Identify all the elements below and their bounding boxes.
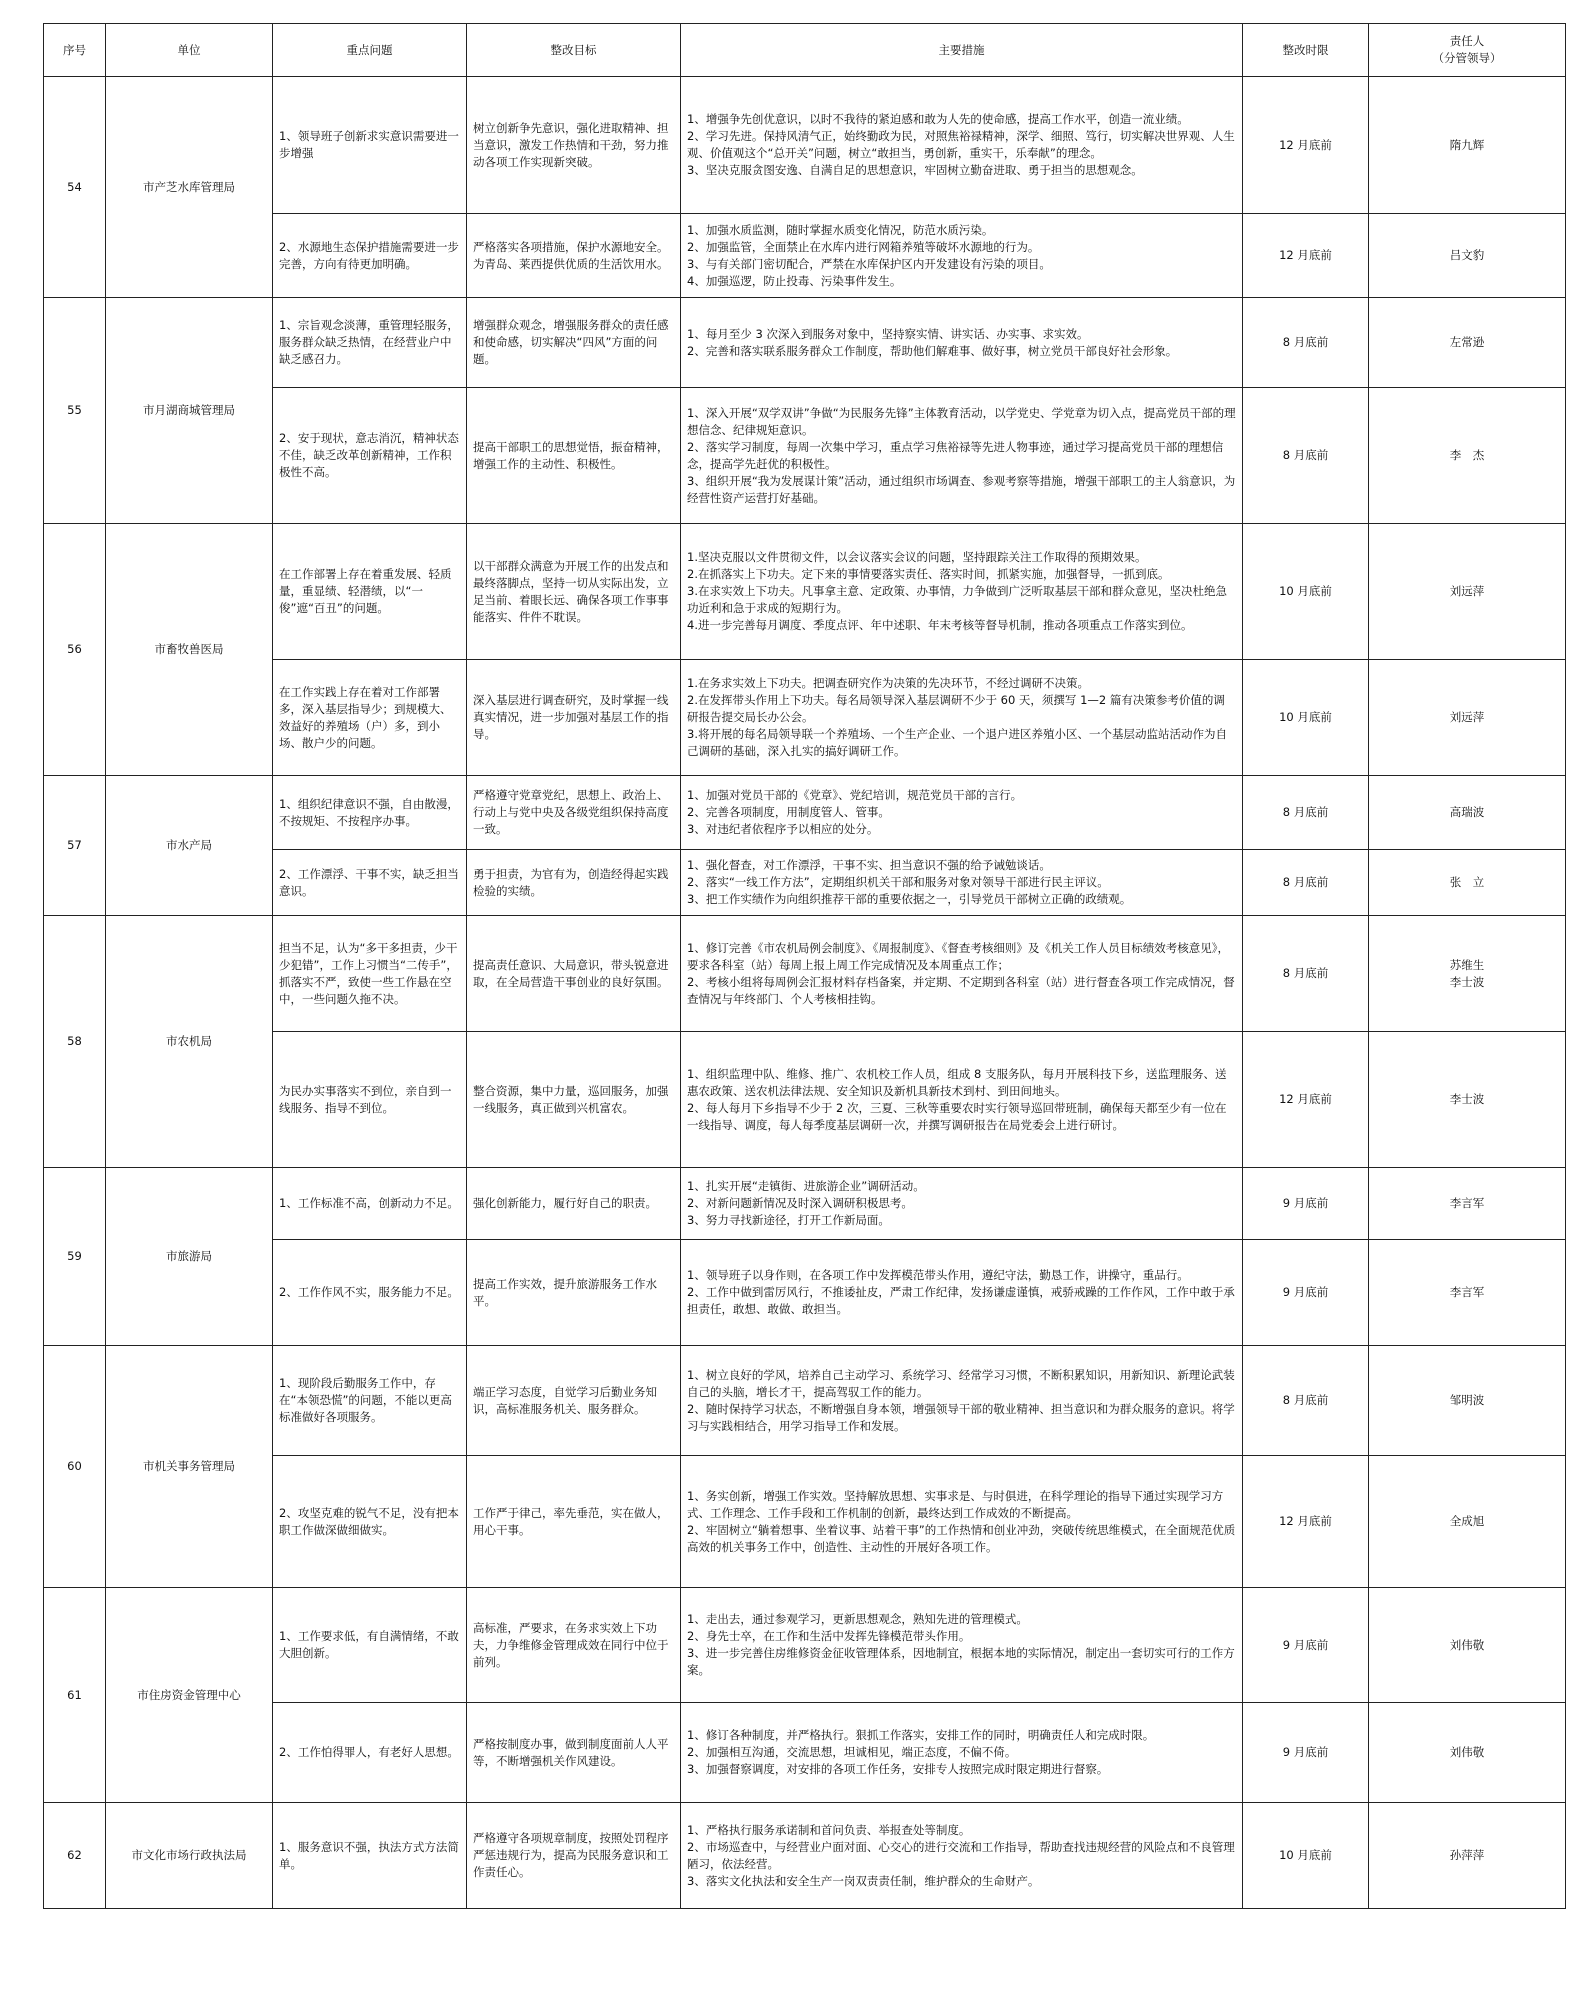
measure-item: 4.进一步完善每月调度、季度点评、年中述职、年末考核等督导机制，推动各项重点工作落实到位。 [687, 618, 1193, 632]
deadline-cell: 8 月底前 [1243, 776, 1369, 850]
measure-item: 3、把工作实绩作为向组织推荐干部的重要依据之一，引导党员干部树立正确的政绩观。 [687, 892, 1132, 906]
measures-cell [681, 1032, 1243, 1168]
measure-item: 2、工作中做到雷厉风行，不推诿扯皮，严肃工作纪律，发扬谦虚谨慎，戒骄戒躁的工作作风，工作中敢于承担责任，敢想、敢做、敢担当。 [687, 1285, 1235, 1316]
issue-cell: 1、工作标准不高，创新动力不足。 [273, 1168, 467, 1240]
issue-cell: 1、组织纪律意识不强，自由散漫，不按规矩、不按程序办事。 [273, 776, 467, 850]
table-row [44, 388, 1566, 524]
deadline-cell: 8 月底前 [1243, 388, 1369, 524]
issue-cell: 2、工作作风不实，服务能力不足。 [273, 1240, 467, 1346]
goal-cell: 端正学习态度，自觉学习后勤业务知识，高标准服务机关、服务群众。 [467, 1346, 681, 1456]
header-no: 序号 [44, 24, 106, 77]
table-row [44, 1240, 1566, 1346]
goal-cell: 严格落实各项措施，保护水源地安全。为青岛、莱西提供优质的生活饮用水。 [467, 214, 681, 298]
measure-item: 2.在发挥带头作用上下功夫。每名局领导深入基层调研不少于 60 天，须撰写 1—2 篇有决策参考价值的调研报告提交局长办公会。 [687, 693, 1225, 724]
unit-name: 市文化市场行政执法局 [106, 1803, 273, 1909]
goal-cell: 严格遵守党章党纪，思想上、政治上、行动上与党中央及各级党组织保持高度一致。 [467, 776, 681, 850]
deadline-cell: 12 月底前 [1243, 214, 1369, 298]
unit-name: 市水产局 [106, 776, 273, 916]
measure-item: 2、加强监管，全面禁止在水库内进行网箱养殖等破坏水源地的行为。 [687, 239, 1040, 254]
goal-cell: 提高责任意识、大局意识，带头锐意进取，在全局营造干事创业的良好氛围。 [467, 916, 681, 1032]
header-unit: 单位 [106, 24, 273, 77]
measures-cell [681, 1346, 1243, 1456]
unit-number: 54 [44, 77, 106, 298]
leader-name: 孙萍萍 [1449, 1848, 1485, 1862]
goal-cell: 树立创新争先意识，强化进取精神、担当意识，激发工作热情和干劲，努力推动各项工作实现新突破。 [467, 77, 681, 214]
unit-number: 57 [44, 776, 106, 916]
goal-cell: 提高干部职工的思想觉悟，振奋精神，增强工作的主动性、积极性。 [467, 388, 681, 524]
measure-item: 2、落实“一线工作方法”，定期组织机关干部和服务对象对领导干部进行民主评议。 [687, 875, 1109, 889]
rectification-table [43, 23, 1566, 1909]
header-leader-line1: 责任人 [1449, 34, 1485, 48]
measure-item: 1、组织监理中队、维修、推广、农机校工作人员，组成 8 支服务队，每月开展科技下乡，送监理服务、送惠农政策、送农机法律法规、安全知识及新机具新技术到村、到田间地头。 [687, 1066, 1227, 1098]
measure-item: 2、加强相互沟通，交流思想，坦诚相见，端正态度，不偏不倚。 [687, 1745, 1017, 1759]
leader-name: 全成旭 [1449, 1514, 1485, 1528]
measure-item: 2、考核小组将每周例会汇报材料存档备案，并定期、不定期到各科室（站）进行督查各项工作完成情况，督查情况与年终部门、个人考核相挂钩。 [687, 974, 1235, 1006]
issue-cell: 1、现阶段后勤服务工作中，存在“本领恐慌”的问题，不能以更高标准做好各项服务。 [273, 1346, 467, 1456]
measures-cell [681, 298, 1243, 388]
unit-number: 61 [44, 1588, 106, 1803]
issue-cell: 1、领导班子创新求实意识需要进一步增强 [273, 77, 467, 214]
measure-item: 2、完善各项制度，用制度管人、管事。 [687, 805, 890, 819]
measure-item: 1、加强水质监测，随时掌握水质变化情况，防范水质污染。 [687, 222, 994, 237]
unit-name: 市月湖商城管理局 [106, 298, 273, 524]
issue-cell: 在工作部署上存在着重发展、轻质量，重显绩、轻潜绩，以“一俊”遮“百丑”的问题。 [273, 524, 467, 660]
measures-cell [681, 776, 1243, 850]
header-measures: 主要措施 [681, 24, 1243, 77]
deadline-cell: 8 月底前 [1243, 1346, 1369, 1456]
measure-item: 2、完善和落实联系服务群众工作制度，帮助他们解难事、做好事，树立党员干部良好社会形象。 [687, 343, 1178, 358]
measure-item: 1、修订各种制度，并严格执行。狠抓工作落实，安排工作的同时，明确责任人和完成时限。 [687, 1728, 1155, 1742]
measure-item: 2、落实学习制度，每周一次集中学习，重点学习焦裕禄等先进人物事迹，通过学习提高党员干部的理想信念，提高学先赶优的积极性。 [687, 439, 1224, 471]
measure-item: 3.在求实效上下功夫。凡事拿主意、定政策、办事情，力争做到广泛听取基层干部和群众意见，坚决杜绝急功近利和急于求成的短期行为。 [687, 584, 1227, 615]
leader-name: 刘远萍 [1449, 710, 1485, 724]
deadline-cell: 9 月底前 [1243, 1240, 1369, 1346]
issue-cell: 1、宗旨观念淡薄，重管理轻服务，服务群众缺乏热情，在经营业户中缺乏感召力。 [273, 298, 467, 388]
measure-item: 2、牢固树立“躺着想事、坐着议事、站着干事”的工作热情和创业冲劲，突破传统思维模式，在全面规范优质高效的机关事务工作中，创造性、主动性的开展好各项工作。 [687, 1522, 1236, 1554]
measure-item: 3、坚决克服贪图安逸、自满自足的思想意识，牢固树立勤奋进取、勇于担当的思想观念。 [687, 163, 1143, 177]
unit-name: 市机关事务管理局 [106, 1346, 273, 1588]
measures-cell [681, 1703, 1243, 1803]
measure-item: 2、学习先进。保持风清气正，始终勤政为民，对照焦裕禄精神，深学、细照、笃行，切实解决世界观、人生观、价值观这个“总开关”问题，树立“敢担当，勇创新，重实干，乐奉献”的理念。 [687, 129, 1235, 160]
header-leader [1369, 24, 1566, 77]
deadline-cell: 10 月底前 [1243, 524, 1369, 660]
unit-name: 市畜牧兽医局 [106, 524, 273, 776]
measure-item: 2、每人每月下乡指导不少于 2 次，三夏、三秋等重要农时实行领导巡回带班制，确保每天都至少有一位在一线指导、调度，每人每季度基层调研一次，并撰写调研报告在局党委会上进行研讨。 [687, 1100, 1227, 1132]
measures-cell [681, 1456, 1243, 1588]
leader-cell [1369, 1703, 1566, 1803]
leader-cell [1369, 1168, 1566, 1240]
measure-item: 3、努力寻找新途径，打开工作新局面。 [687, 1213, 890, 1227]
leader-cell [1369, 298, 1566, 388]
goal-cell: 勇于担责，为官有为，创造经得起实践检验的实绩。 [467, 850, 681, 916]
header-issue: 重点问题 [273, 24, 467, 77]
table-row [44, 850, 1566, 916]
measure-item: 1、领导班子以身作则，在各项工作中发挥模范带头作用，遵纪守法，勤恳工作，讲操守，重品行。 [687, 1268, 1189, 1282]
measure-item: 2、市场巡查中，与经营业户面对面、心交心的进行交流和工作指导，帮助查找违规经营的风险点和不良管理陋习，依法经营。 [687, 1839, 1235, 1871]
issue-cell: 在工作实践上存在着对工作部署多，深入基层指导少；到规模大、效益好的养殖场（户）多，到小场、散户少的问题。 [273, 660, 467, 776]
measure-item: 1、走出去，通过参观学习，更新思想观念，熟知先进的管理模式。 [687, 1612, 1028, 1626]
table-row [44, 776, 1566, 850]
leader-name: 高瑞波 [1449, 805, 1485, 819]
deadline-cell: 12 月底前 [1243, 77, 1369, 214]
measure-item: 3、加强督察调度，对安排的各项工作任务，安排专人按照完成时限定期进行督察。 [687, 1762, 1109, 1776]
goal-cell: 提高工作实效，提升旅游服务工作水平。 [467, 1240, 681, 1346]
measure-item: 2、随时保持学习状态，不断增强自身本领，增强领导干部的敬业精神、担当意识和为群众服务的意识。将学习与实践相结合，用学习指导工作和发展。 [687, 1401, 1235, 1433]
leader-name: 左常逊 [1449, 335, 1485, 349]
leader-name: 张 立 [1449, 875, 1485, 889]
leader-cell [1369, 1240, 1566, 1346]
measures-cell [681, 1240, 1243, 1346]
measure-item: 1、加强对党员干部的《党章》、党纪培训，规范党员干部的言行。 [687, 788, 1023, 802]
leader-cell [1369, 660, 1566, 776]
deadline-cell: 9 月底前 [1243, 1168, 1369, 1240]
deadline-cell: 8 月底前 [1243, 850, 1369, 916]
measures-cell [681, 916, 1243, 1032]
leader-cell [1369, 1588, 1566, 1703]
goal-cell: 深入基层进行调查研究，及时掌握一线真实情况，进一步加强对基层工作的指导。 [467, 660, 681, 776]
unit-number: 60 [44, 1346, 106, 1588]
measure-item: 3、与有关部门密切配合，严禁在水库保护区内开发建设有污染的项目。 [687, 256, 1051, 271]
table-row [44, 1803, 1566, 1909]
goal-cell: 增强群众观念，增强服务群众的责任感和使命感，切实解决“四风”方面的问题。 [467, 298, 681, 388]
deadline-cell: 9 月底前 [1243, 1588, 1369, 1703]
leader-name: 刘伟敬 [1449, 1745, 1485, 1759]
issue-cell: 1、工作要求低，有自满情绪，不敢大胆创新。 [273, 1588, 467, 1703]
measure-item: 1.在务求实效上下功夫。把调查研究作为决策的先决环节，不经过调研不决策。 [687, 676, 1089, 690]
measures-cell [681, 77, 1243, 214]
table-row [44, 524, 1566, 660]
deadline-cell: 10 月底前 [1243, 660, 1369, 776]
leader-cell [1369, 388, 1566, 524]
header-deadline: 整改时限 [1243, 24, 1369, 77]
issue-cell: 2、工作漂浮、干事不实，缺乏担当意识。 [273, 850, 467, 916]
table-row [44, 77, 1566, 214]
measure-item: 3、进一步完善住房维修资金征收管理体系，因地制宜，根据本地的实际情况，制定出一套切实可行的工作方案。 [687, 1646, 1235, 1677]
measure-item: 3、对违纪者依程序予以相应的处分。 [687, 822, 879, 836]
unit-name: 市农机局 [106, 916, 273, 1168]
leader-name: 李士波 [1449, 974, 1485, 989]
measure-item: 3、落实文化执法和安全生产一岗双责责任制，维护群众的生命财产。 [687, 1873, 1040, 1888]
measure-item: 1、扎实开展“走镇街、进旅游企业”调研活动。 [687, 1179, 925, 1193]
table-row [44, 1032, 1566, 1168]
issue-cell: 2、水源地生态保护措施需要进一步完善，方向有待更加明确。 [273, 214, 467, 298]
leader-cell [1369, 77, 1566, 214]
deadline-cell: 8 月底前 [1243, 298, 1369, 388]
measures-cell [681, 660, 1243, 776]
leader-name: 苏维生 [1449, 957, 1485, 972]
deadline-cell: 12 月底前 [1243, 1456, 1369, 1588]
goal-cell: 强化创新能力，履行好自己的职责。 [467, 1168, 681, 1240]
table-row [44, 1168, 1566, 1240]
leader-name: 李 杰 [1449, 448, 1485, 462]
measure-item: 2、身先士卒，在工作和生活中发挥先锋模范带头作用。 [687, 1629, 971, 1643]
leader-name: 邹明波 [1449, 1393, 1485, 1407]
deadline-cell: 8 月底前 [1243, 916, 1369, 1032]
table-row [44, 916, 1566, 1032]
measure-item: 3.将开展的每名局领导联一个养殖场、一个生产企业、一个退户进区养殖小区、一个基层动监站活动作为自己调研的基础，深入扎实的搞好调研工作。 [687, 727, 1227, 758]
measures-cell [681, 214, 1243, 298]
unit-number: 58 [44, 916, 106, 1168]
table-row [44, 1703, 1566, 1803]
unit-number: 62 [44, 1803, 106, 1909]
measure-item: 1、深入开展“双学双讲”争做“为民服务先锋”主体教育活动，以学党史、学党章为切入点，提高党员干部的理想信念、纪律规矩意识。 [687, 405, 1236, 437]
issue-cell: 担当不足，认为“多干多担责，少干少犯错”，工作上习惯当“二传手”，抓落实不严，致使一些工作悬在空中，一些问题久拖不决。 [273, 916, 467, 1032]
goal-cell: 整合资源，集中力量，巡回服务，加强一线服务，真正做到兴机富农。 [467, 1032, 681, 1168]
leader-cell [1369, 776, 1566, 850]
table-row [44, 298, 1566, 388]
leader-cell [1369, 524, 1566, 660]
issue-cell: 1、服务意识不强，执法方式方法简单。 [273, 1803, 467, 1909]
table-row [44, 214, 1566, 298]
leader-name: 李士波 [1449, 1092, 1485, 1106]
goal-cell: 高标准，严要求，在务求实效上下功夫，力争维修金管理成效在同行中位于前列。 [467, 1588, 681, 1703]
measure-item: 1、增强争先创优意识，以时不我待的紧迫感和敢为人先的使命感，提高工作水平，创造一流业绩。 [687, 112, 1189, 126]
header-goal: 整改目标 [467, 24, 681, 77]
measure-item: 2、对新问题新情况及时深入调研积极思考。 [687, 1196, 913, 1210]
measure-item: 1、务实创新，增强工作实效。坚持解放思想、实事求是、与时俱进，在科学理论的指导下通过实现学习方式、工作理念、工作手段和工作机制的创新，最终达到工作成效的不断提高。 [687, 1488, 1224, 1520]
leader-cell [1369, 1456, 1566, 1588]
measures-cell [681, 850, 1243, 916]
leader-cell [1369, 850, 1566, 916]
leader-name: 隋九辉 [1449, 137, 1485, 152]
measure-item: 1、树立良好的学风，培养自己主动学习、系统学习、经常学习习惯，不断积累知识，用新知识、新理论武装自己的头脑，增长才干，提高驾驭工作的能力。 [687, 1367, 1235, 1399]
header-leader-line2: （分管领导） [1432, 51, 1502, 65]
measure-item: 1、每月至少 3 次深入到服务对象中，坚持察实情、讲实话、办实事、求实效。 [687, 326, 1089, 341]
deadline-cell: 12 月底前 [1243, 1032, 1369, 1168]
unit-number: 59 [44, 1168, 106, 1346]
leader-cell [1369, 916, 1566, 1032]
table-row [44, 660, 1566, 776]
measures-cell [681, 524, 1243, 660]
issue-cell: 为民办实事落实不到位，亲自到一线服务、指导不到位。 [273, 1032, 467, 1168]
table-row [44, 1588, 1566, 1703]
leader-cell [1369, 1803, 1566, 1909]
table-row [44, 1456, 1566, 1588]
measure-item: 4、加强巡逻，防止投毒、污染事件发生。 [687, 273, 902, 288]
goal-cell: 以干部群众满意为开展工作的出发点和最终落脚点，坚持一切从实际出发，立足当前、着眼长远、确保各项工作事事能落实、件件不耽误。 [467, 524, 681, 660]
measure-item: 2.在抓落实上下功夫。定下来的事情要落实责任、落实时间，抓紧实施，加强督导，一抓到底。 [687, 567, 1170, 581]
goal-cell: 严格遵守各项规章制度，按照处罚程序严惩违规行为，提高为民服务意识和工作责任心。 [467, 1803, 681, 1909]
deadline-cell: 10 月底前 [1243, 1803, 1369, 1909]
measures-cell [681, 388, 1243, 524]
goal-cell: 工作严于律己，率先垂范，实在做人，用心干事。 [467, 1456, 681, 1588]
unit-number: 55 [44, 298, 106, 524]
leader-cell [1369, 214, 1566, 298]
leader-name: 刘远萍 [1449, 584, 1485, 598]
deadline-cell: 9 月底前 [1243, 1703, 1369, 1803]
header-row [44, 24, 1566, 77]
measure-item: 3、组织开展“我为发展谋计策”活动，通过组织市场调查、参观考察等措施，增强干部职工的主人翁意识，为经营性资产运营打好基础。 [687, 473, 1236, 505]
measure-item: 1、强化督查，对工作漂浮，干事不实、担当意识不强的给予诫勉谈话。 [687, 858, 1051, 872]
measures-cell [681, 1588, 1243, 1703]
measures-cell [681, 1803, 1243, 1909]
measure-item: 1、严格执行服务承诺制和首问负责、举报查处等制度。 [687, 1822, 971, 1837]
measure-item: 1、修订完善《市农机局例会制度》、《周报制度》、《督查考核细则》及《机关工作人员目标绩效考核意见》，要求各科室（站）每周上报上周工作完成情况及本周重点工作； [687, 940, 1230, 972]
measures-cell [681, 1168, 1243, 1240]
goal-cell: 严格按制度办事，做到制度面前人人平等，不断增强机关作风建设。 [467, 1703, 681, 1803]
issue-cell: 2、攻坚克难的锐气不足，没有把本职工作做深做细做实。 [273, 1456, 467, 1588]
leader-name: 吕文豹 [1449, 248, 1485, 262]
table-row [44, 1346, 1566, 1456]
unit-name: 市住房资金管理中心 [106, 1588, 273, 1803]
unit-name: 市旅游局 [106, 1168, 273, 1346]
unit-number: 56 [44, 524, 106, 776]
leader-name: 刘伟敬 [1449, 1637, 1485, 1652]
measure-item: 1.坚决克服以文件贯彻文件，以会议落实会议的问题，坚持跟踪关注工作取得的预期效果。 [687, 550, 1147, 564]
leader-name: 李言军 [1449, 1196, 1485, 1210]
leader-cell [1369, 1346, 1566, 1456]
issue-cell: 2、工作怕得罪人，有老好人思想。 [273, 1703, 467, 1803]
leader-cell [1369, 1032, 1566, 1168]
leader-name: 李言军 [1449, 1285, 1485, 1299]
issue-cell: 2、安于现状，意志消沉，精神状态不佳，缺乏改革创新精神，工作积极性不高。 [273, 388, 467, 524]
unit-name: 市产芝水库管理局 [106, 77, 273, 298]
